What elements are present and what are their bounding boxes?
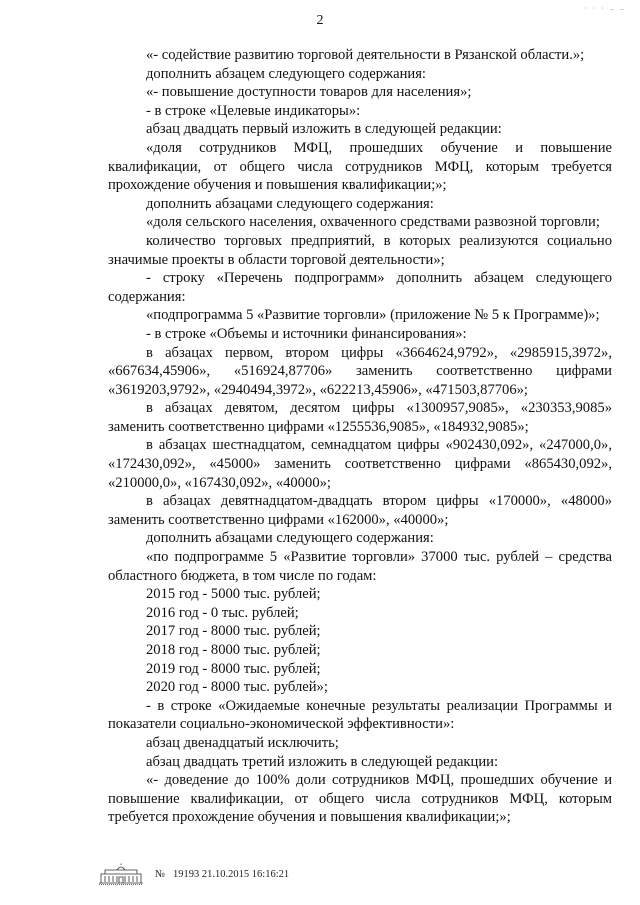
paragraph-28: «- доведение до 100% доли сотрудников МФЦ, прошедших обучение и повышение квалификации, от общего числа сотрудников МФЦ, которым требуется прохождение обучения и повышения квалификации;»; bbox=[108, 772, 612, 826]
year-line-2018: 2018 год - 8000 тыс. рублей; bbox=[146, 642, 321, 658]
paragraph-8: «доля сельского населения, охваченного средствами развозной торговли; bbox=[146, 214, 600, 231]
paragraph-15: в абзацах шестнадцатом, семнадцатом цифры «902430,092», «247000,0», «172430,092», «45000» заменить соответственно цифрами «865430,092», «210000,0», «167430,092», «40000»; bbox=[108, 437, 612, 491]
year-line-2020: 2020 год - 8000 тыс. рублей»; bbox=[146, 679, 328, 696]
paragraph-4: - в строке «Целевые индикаторы»: bbox=[146, 102, 361, 119]
paragraph-2: дополнить абзацем следующего содержания: bbox=[146, 65, 426, 82]
government-building-logo bbox=[95, 863, 147, 885]
paragraph-27: абзац двадцать третий изложить в следующей редакции: bbox=[146, 753, 499, 770]
paragraph-3: «- повышение доступности товаров для населения»; bbox=[146, 84, 472, 101]
paragraph-10: - строку «Перечень подпрограмм» дополнить абзацем следующего содержания: bbox=[108, 270, 612, 305]
paragraph-12: - в строке «Объемы и источники финансирования»: bbox=[146, 325, 467, 342]
registration-number-mark: № bbox=[155, 868, 166, 880]
paragraph-18: «по подпрограмме 5 «Развитие торговли» 37000 тыс. рублей – средства областного бюджета, в том числе по годам: bbox=[108, 549, 612, 584]
paragraph-6: «доля сотрудников МФЦ, прошедших обучение и повышение квалификации, от общего числа сотрудников МФЦ, которым требуется прохождение обучения и повышения квалификации;»; bbox=[108, 139, 612, 194]
paragraph-14: в абзацах девятом, десятом цифры «1300957,9085», «230353,9085» заменить соответственно цифрами «1255536,9085», «184932,9085»; bbox=[108, 400, 612, 435]
paragraph-7: дополнить абзацами следующего содержания: bbox=[146, 195, 434, 212]
year-line-2015: 2015 год - 5000 тыс. рублей; bbox=[146, 586, 321, 603]
paragraph-25: - в строке «Ожидаемые конечные результаты реализации Программы и показатели социально-экономической эффективности»: bbox=[108, 697, 612, 733]
paragraph-1: «- содействие развитию торговой деятельности в Рязанской области.»; bbox=[146, 47, 585, 63]
scan-artifacts: · · · – – bbox=[584, 4, 626, 13]
paragraph-9: количество торговых предприятий, в которых реализуются социально значимые проекты в области торговой деятельности»; bbox=[108, 232, 612, 268]
paragraph-5: абзац двадцать первый изложить в следующей редакции: bbox=[146, 121, 502, 138]
paragraph-11: «подпрограмма 5 «Развитие торговли» (приложение № 5 к Программе)»; bbox=[146, 307, 600, 324]
document-footer bbox=[95, 862, 289, 886]
paragraph-26: абзац двенадцатый исключить; bbox=[146, 734, 339, 751]
paragraph-16: в абзацах девятнадцатом-двадцать втором цифры «170000», «48000» заменить соответственно цифрами «162000», «40000»; bbox=[108, 493, 612, 528]
document-body bbox=[108, 46, 612, 827]
paragraph-13: в абзацах первом, втором цифры «3664624,9792», «2985915,3972», «667634,45906», «516924,87706» заменить соответственно цифрами «3619203,9792», «2940494,3972», «622213,45906», «471503,87706»; bbox=[108, 344, 612, 398]
paragraph-17: дополнить абзацами следующего содержания: bbox=[146, 530, 434, 547]
registration-stamp: 19193 21.10.2015 16:16:21 bbox=[173, 868, 290, 880]
page-number: 2 bbox=[316, 13, 324, 28]
year-line-2019: 2019 год - 8000 тыс. рублей; bbox=[146, 660, 321, 677]
year-line-2016: 2016 год - 0 тыс. рублей; bbox=[146, 604, 299, 621]
year-line-2017: 2017 год - 8000 тыс. рублей; bbox=[146, 623, 321, 640]
